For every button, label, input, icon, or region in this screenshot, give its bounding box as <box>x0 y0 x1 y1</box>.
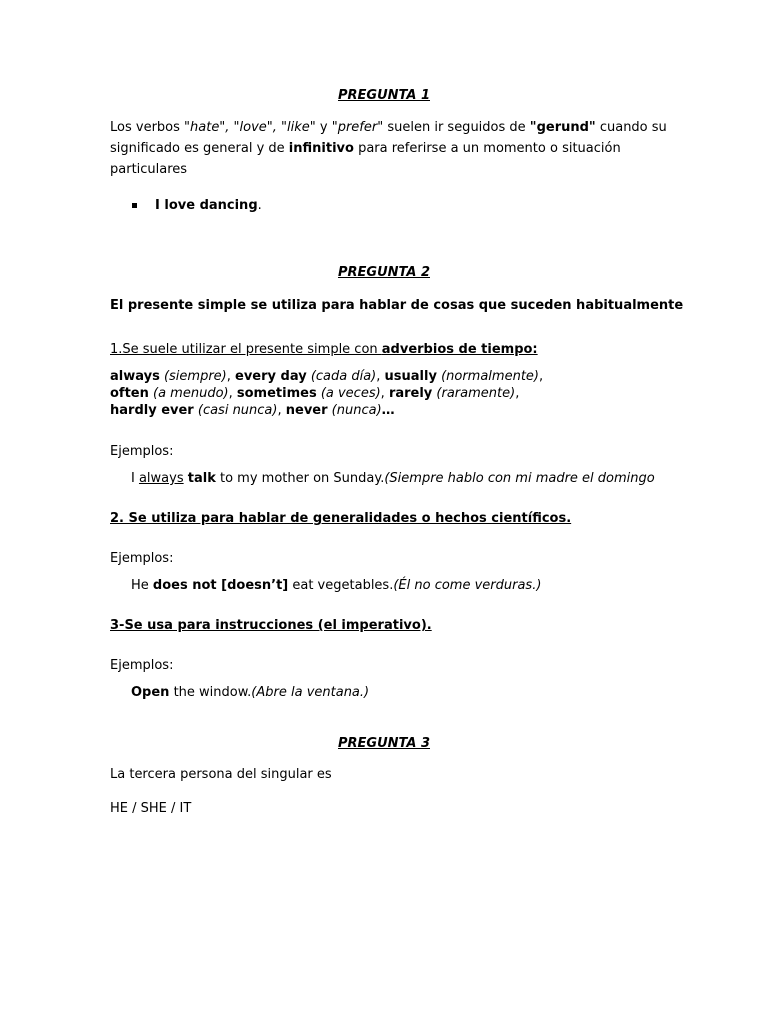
pregunta-3-heading: PREGUNTA 3 <box>337 736 430 751</box>
q2-intro: El presente simple se utiliza para hablar de cosas que suceden habitualmente <box>110 298 684 313</box>
adverbs-line-3: hardly ever (casi nunca), never (nunca)… <box>110 403 395 418</box>
q2-s2-examples-label: Ejemplos: <box>110 551 174 566</box>
square-bullet-icon <box>132 203 137 208</box>
q1-paragraph-line-3: particulares <box>110 162 188 177</box>
q2-section-2-title: 2. Se utiliza para hablar de generalidades o hechos científicos. <box>110 511 572 526</box>
q2-section-1-title: 1.Se suele utilizar el presente simple con adverbios de tiempo: <box>110 342 538 357</box>
q2-s1-example: I always talk to my mother on Sunday.(Siempre hablo con mi madre el domingo <box>131 471 655 486</box>
q1-paragraph-line-1: Los verbos "hate", "love", "like" y "prefer" suelen ir seguidos de "gerund" cuando su <box>110 120 667 135</box>
adverbs-line-1: always (siempre), every day (cada día), usually (normalmente), <box>110 369 544 384</box>
q1-bullet-item: I love dancing. <box>155 198 262 213</box>
pregunta-2-heading: PREGUNTA 2 <box>337 265 430 280</box>
pregunta-1-heading: PREGUNTA 1 <box>337 88 430 103</box>
adverbs-line-2: often (a menudo), sometimes (a veces), rarely (raramente), <box>110 386 520 401</box>
q3-pronouns: HE / SHE / IT <box>110 801 192 816</box>
q2-s3-examples-label: Ejemplos: <box>110 658 174 673</box>
q2-s3-example: Open the window.(Abre la ventana.) <box>131 685 370 700</box>
q3-text: La tercera persona del singular es <box>110 767 332 782</box>
q2-s2-example: He does not [doesn’t] eat vegetables.(Él no come verduras.) <box>131 578 542 593</box>
q2-s1-examples-label: Ejemplos: <box>110 444 174 459</box>
q1-paragraph-line-2: significado es general y de infinitivo para referirse a un momento o situación <box>110 141 621 156</box>
q2-section-3-title: 3-Se usa para instrucciones (el imperativo). <box>110 618 432 633</box>
